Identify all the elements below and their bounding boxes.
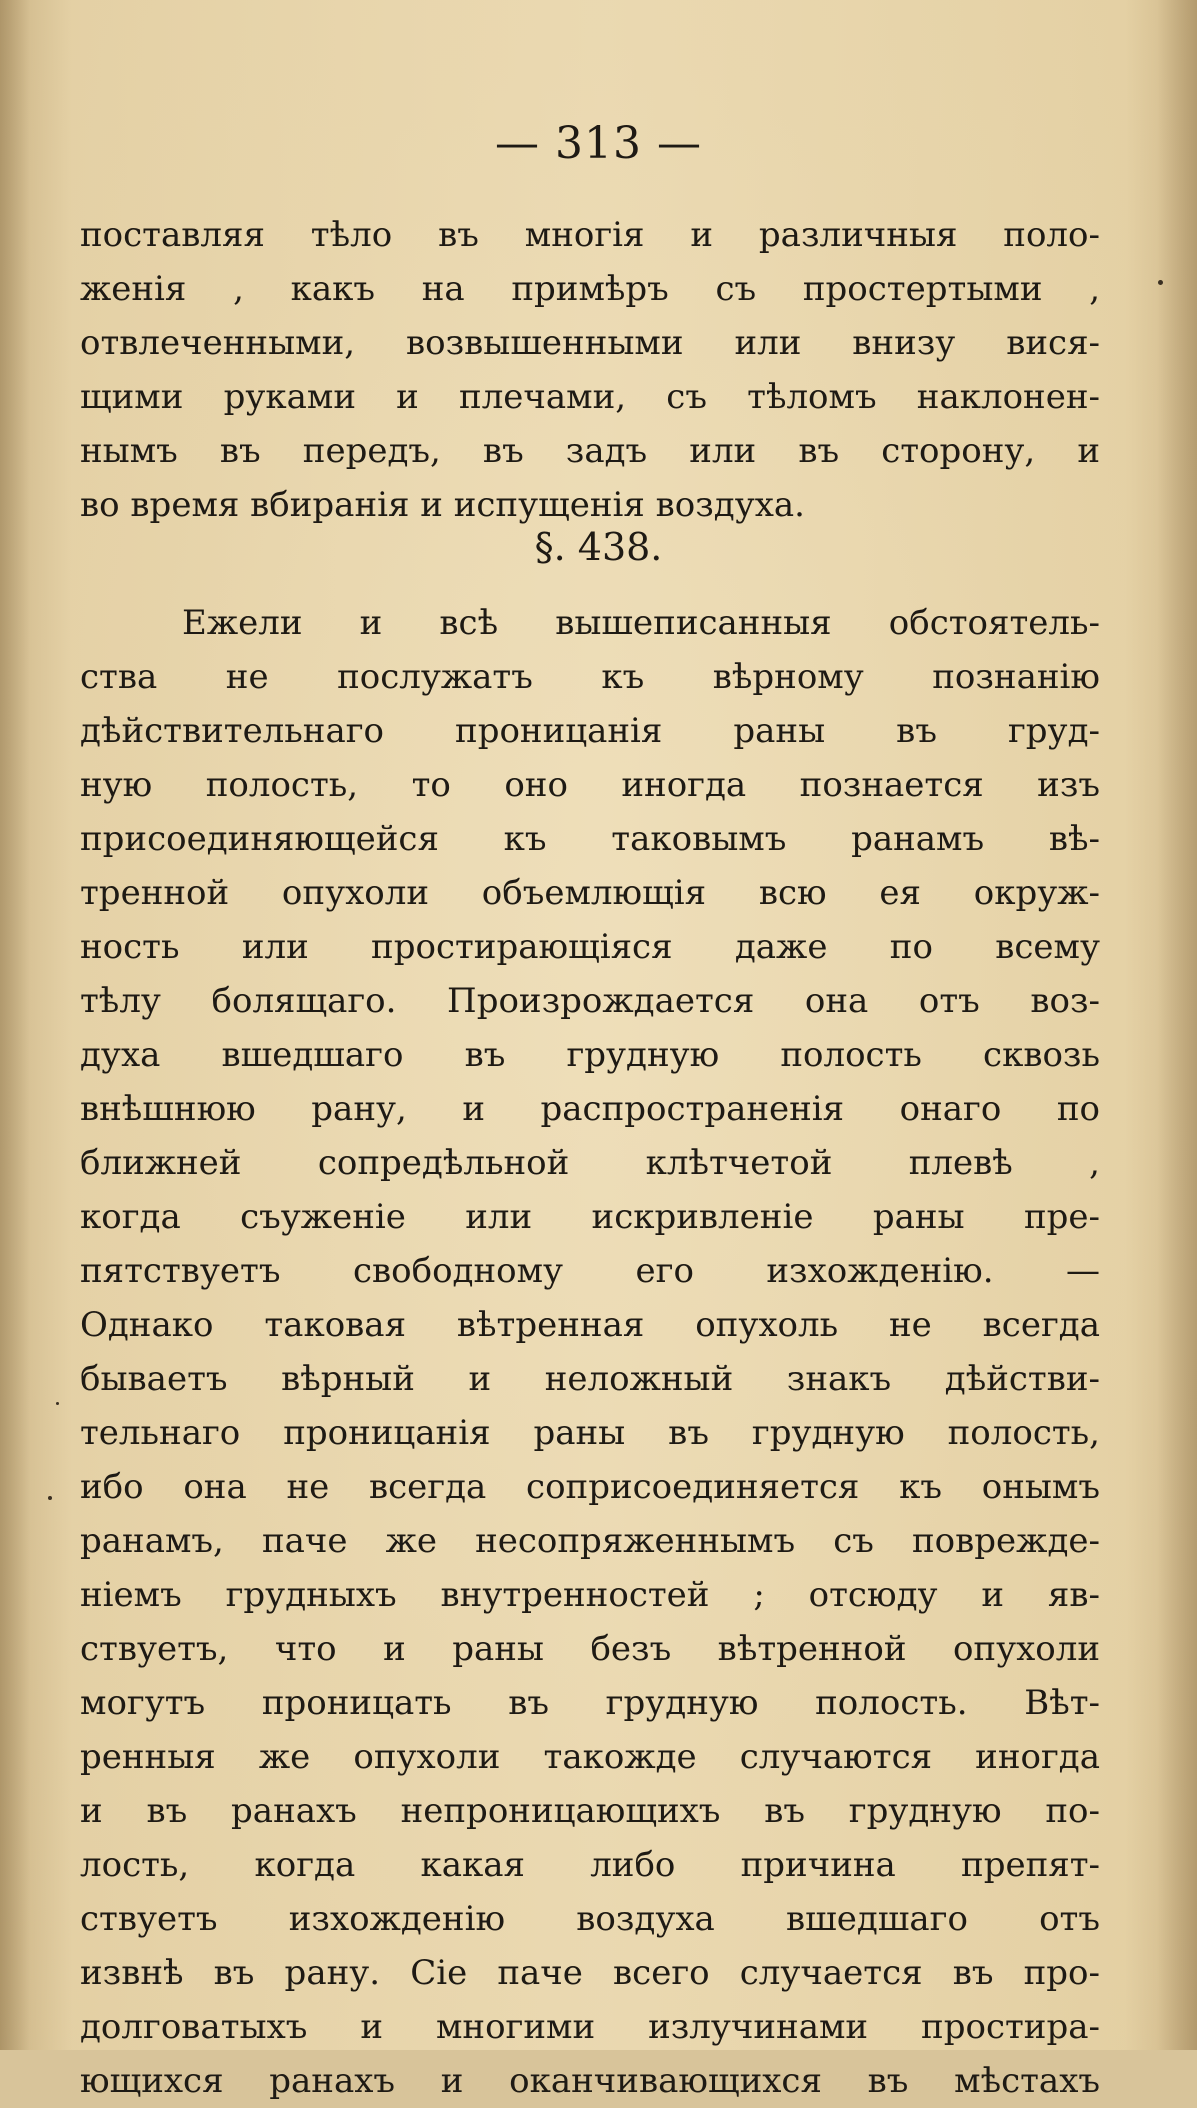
text-line: ренныя же опухоли такожде случаются иногда	[80, 1737, 1100, 1777]
text-line: ства не послужатъ къ вѣрному познанію	[80, 657, 1100, 697]
section-heading: §. 438.	[534, 525, 663, 569]
text-line: бываетъ вѣрный и неложный знакъ дѣйстви-	[80, 1359, 1100, 1399]
text-line: и въ ранахъ непроницающихъ въ грудную по-	[80, 1791, 1100, 1831]
text-line: тельнаго проницанія раны въ грудную полость,	[80, 1413, 1100, 1453]
text-line: Ежели и всѣ вышеписанныя обстоятель-	[182, 603, 1100, 643]
text-line: отвлеченными, возвышенными или внизу вися-	[80, 323, 1100, 363]
text-line: могутъ проницать въ грудную полость. Вѣт-	[80, 1683, 1100, 1723]
text-line: ность или простирающіяся даже по всему	[80, 927, 1100, 967]
text-line: присоединяющейся къ таковымъ ранамъ вѣ-	[80, 819, 1100, 859]
text-line: когда съуженіе или искривленіе раны пре-	[80, 1197, 1100, 1237]
text-line: ибо она не всегда соприсоединяется къ онымъ	[80, 1467, 1100, 1507]
page-number: — 313 —	[495, 118, 702, 169]
text-line: ствуетъ, что и раны безъ вѣтренной опухоли	[80, 1629, 1100, 1669]
paragraph-continuation	[80, 208, 1100, 532]
text-line: нымъ въ передъ, въ задъ или въ сторону, и	[80, 431, 1100, 471]
text-line: женія , какъ на примѣръ съ простертыми ,	[80, 269, 1100, 309]
paper-speck	[48, 1496, 52, 1500]
text-line: извнѣ въ рану. Сіе паче всего случается въ про-	[80, 1953, 1100, 1993]
text-line: дѣйствительнаго проницанія раны въ груд-	[80, 711, 1100, 751]
text-line: пятствуетъ свободному его изхожденію. —	[80, 1251, 1100, 1291]
text-line: ную полость, то оно иногда познается изъ	[80, 765, 1100, 805]
text-line: тренной опухоли объемлющія всю ея окруж-	[80, 873, 1100, 913]
text-line: тѣлу болящаго. Произрождается она отъ воз-	[80, 981, 1100, 1021]
paragraph-main	[80, 596, 1100, 2108]
paper-speck	[1158, 280, 1163, 285]
text-line: ближней сопредѣльной клѣтчетой плевѣ ,	[80, 1143, 1100, 1183]
page-edge-shadow-right	[1157, 0, 1197, 2050]
text-line: внѣшнюю рану, и распространенія онаго по	[80, 1089, 1100, 1129]
text-line: во время вбиранія и испущенія воздуха.	[80, 485, 805, 525]
text-line: ющихся ранахъ и оканчивающихся въ мѣстахъ	[80, 2061, 1100, 2101]
text-line: поставляя тѣло въ многія и различныя поло-	[80, 215, 1100, 255]
text-line: Однако таковая вѣтренная опухоль не всегда	[80, 1305, 1100, 1345]
text-line: ствуетъ изхожденію воздуха вшедшаго отъ	[80, 1899, 1100, 1939]
text-line: долговатыхъ и многими излучинами простира-	[80, 2007, 1100, 2047]
text-line: духа вшедшаго въ грудную полость сквозь	[80, 1035, 1100, 1075]
paper-speck	[56, 1402, 59, 1405]
text-line: щими руками и плечами, съ тѣломъ наклонен-	[80, 377, 1100, 417]
page-edge-shadow-left	[0, 0, 30, 2050]
text-line: лость, когда какая либо причина препят-	[80, 1845, 1100, 1885]
text-line: ніемъ грудныхъ внутренностей ; отсюду и яв-	[80, 1575, 1100, 1615]
text-line: ранамъ, паче же несопряженнымъ съ поврежде-	[80, 1521, 1100, 1561]
